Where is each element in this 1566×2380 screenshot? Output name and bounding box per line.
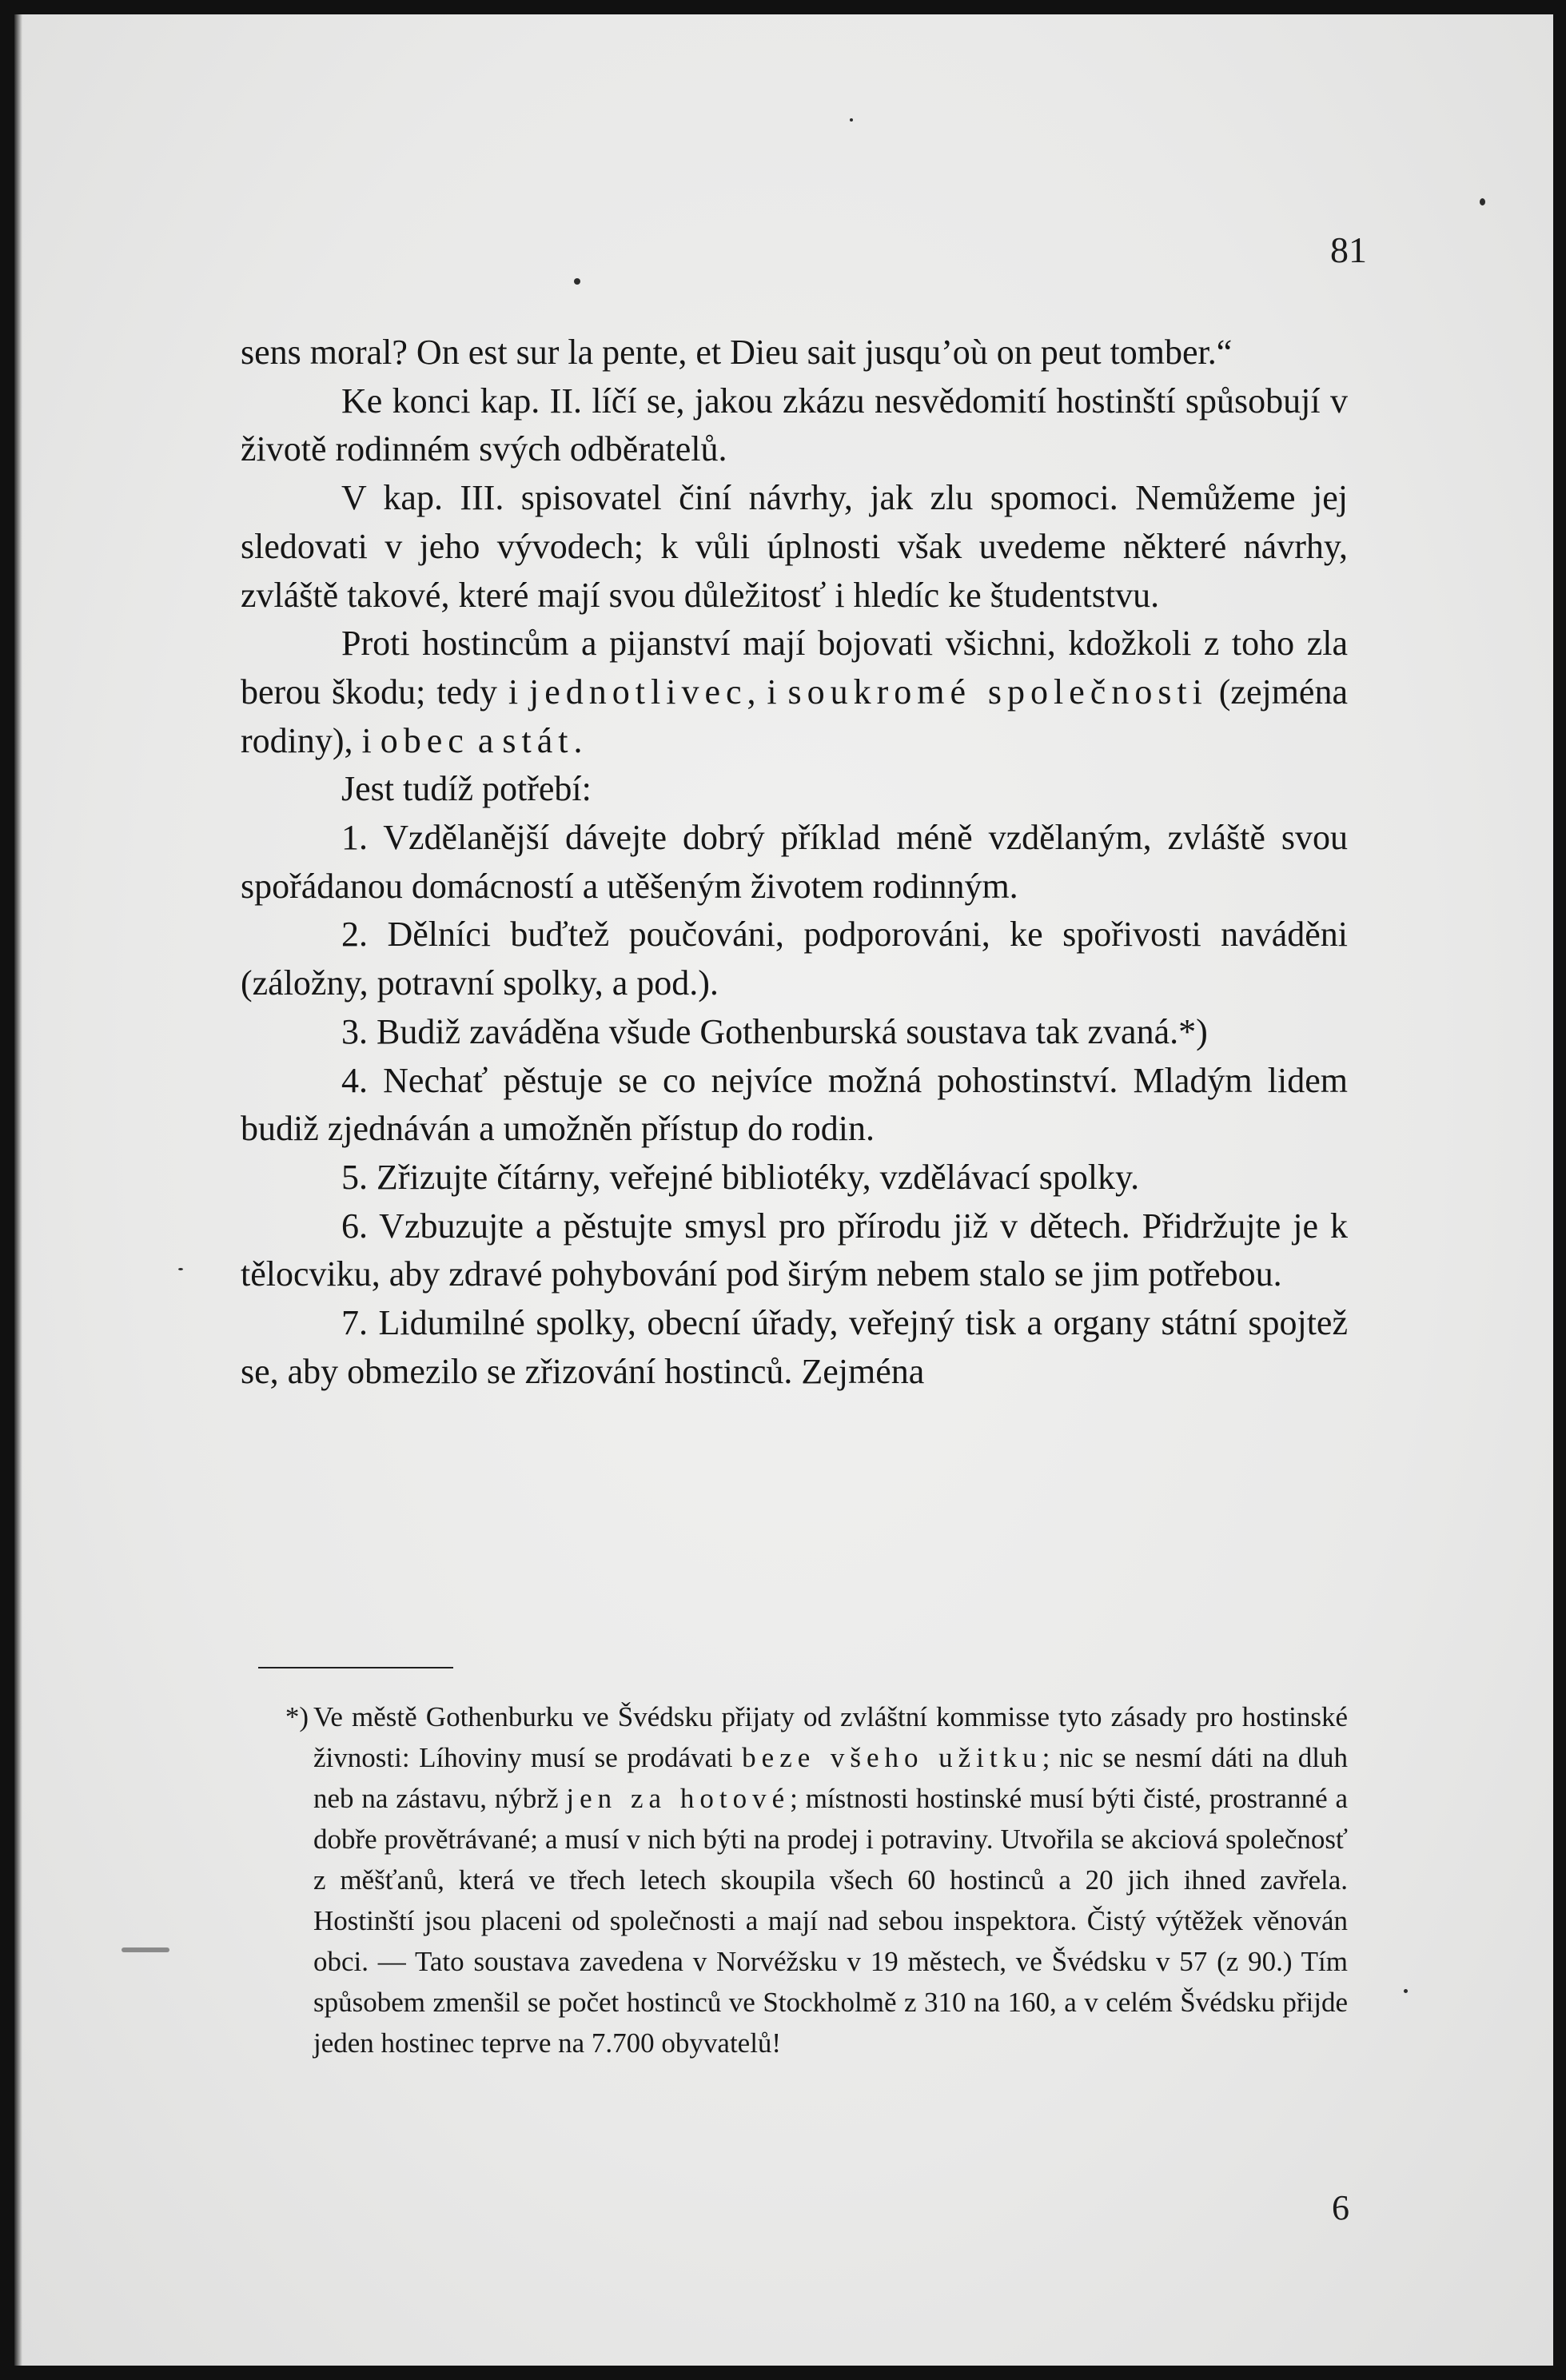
paper-speck xyxy=(178,1268,183,1270)
footnote-segment: ; místnosti hostinské musí býti čisté, prostranné a dobře provětrávané; a musí v nich býti na prodej i potraviny. Utvořila se akciová společnosť z měšťanů, která ve třech letech skoupila všech 60 hostinců a 20 jich ihned zavřela. Hostinští jsou placeni od společnosti a mají nad sebou inspektora. Čistý výtěžek věnován obci. — Tato soustava zavedena v Norvéžsku v 19 městech, ve Švédsku v 57 (z 90.) Tím spůsobem zmenšil se počet hostinců ve Stockholmě z 310 na 160, a v celém Švédsku přijde jeden hostinec teprve na 7.700 obyvatelů! xyxy=(313,1783,1348,2059)
list-item: 5. Zřizujte čítárny, veřejné bibliotéky, vzdělávací spolky. xyxy=(341,1157,1140,1197)
paragraph-text: (zejména rodiny), i xyxy=(241,672,1348,760)
footnote-segment: Ve městě Gothenburku ve Švédsku přijaty od zvláštní kommisse tyto zásady pro hostinské živnosti: Líhoviny musí se prodávati xyxy=(313,1701,1348,1773)
book-page xyxy=(14,14,1553,2366)
paragraph-text: Proti hostincům a pijanství mají bojovati všichni, kdožkoli z toho zla berou škodu; tedy i xyxy=(241,624,1348,712)
paragraph-text: . xyxy=(573,720,583,760)
paragraph-fighting-taverns xyxy=(241,620,1348,765)
footnote xyxy=(285,1696,1349,2063)
paragraph-text: a xyxy=(468,720,503,760)
footnote-emphasis: beze všeho užitku xyxy=(742,1742,1042,1773)
footnote-emphasis: jen za hotové xyxy=(566,1783,791,1814)
paragraph-chapter-three: V kap. III. spisovatel činí návrhy, jak zlu spomoci. Nemůžeme jej sledovati v jeho vývodech; k vůli úplnosti však uvedeme některé návrhy, zvláště takové, které mají svou důležitosť i hledíc ke študentstvu. xyxy=(241,478,1348,615)
list-item: 6. Vzbuzujte a pěstujte smysl pro přírodu již v dětech. Přidržujte je k tělocviku, aby zdravé pohybování pod širým nebem stalo se jim potřebou. xyxy=(241,1206,1348,1294)
paper-speck xyxy=(574,278,580,285)
list-item: 7. Lidumilné spolky, obecní úřady, veřejný tisk a organy státní spojtež se, aby obmezilo se zřizování hostinců. Zejména xyxy=(241,1303,1348,1391)
paper-speck xyxy=(122,1947,169,1952)
main-text xyxy=(241,329,1348,1396)
paragraph-text: , i xyxy=(747,672,788,712)
emphasis-private-societies: soukromé společnosti xyxy=(787,672,1208,712)
list-item: 3. Budiž zaváděna všude Gothenburská soustava tak zvaná.*) xyxy=(341,1011,1208,1051)
footnote-divider xyxy=(258,1667,453,1668)
footnote-text xyxy=(313,1696,1348,2063)
list-item: 4. Nechať pěstuje se co nejvíce možná pohostinství. Mladým lidem budiž zjednáván a umožněn přístup do rodin. xyxy=(241,1060,1348,1149)
list-item: 1. Vzdělanější dávejte dobrý příklad méně vzdělaným, zvláště svou spořádanou domácností a utěšeným životem rodinným. xyxy=(241,818,1348,906)
emphasis-individual: jednotlivec xyxy=(529,672,747,712)
footnote-segment: ; nic se nesmí dáti na dluh neb na zástavu, nýbrž xyxy=(313,1742,1349,1814)
paragraph-chapter-two: Ke konci kap. II. líčí se, jakou zkázu nesvědomití hostinští spůsobují v životě rodinném svých odběratelů. xyxy=(241,381,1348,469)
emphasis-state: stát xyxy=(502,720,574,760)
paragraph-continuation: sens moral? On est sur la pente, et Dieu sait jusqu’où on peut tomber.“ xyxy=(241,333,1233,372)
paper-speck xyxy=(1404,1989,1408,1993)
paragraph-needs-intro: Jest tudíž potřebí: xyxy=(341,769,592,809)
printer-signature-mark: 6 xyxy=(1332,2188,1349,2227)
page-number: 81 xyxy=(1330,229,1367,270)
paper-speck xyxy=(850,118,853,122)
footnote-marker: *) xyxy=(285,1701,309,1732)
emphasis-municipality: obec xyxy=(380,720,469,760)
list-item: 2. Dělníci buďtež poučováni, podporováni, ke spořivosti naváděni (záložny, potravní spolky, a pod.). xyxy=(241,915,1348,1003)
paper-speck xyxy=(1480,198,1485,205)
